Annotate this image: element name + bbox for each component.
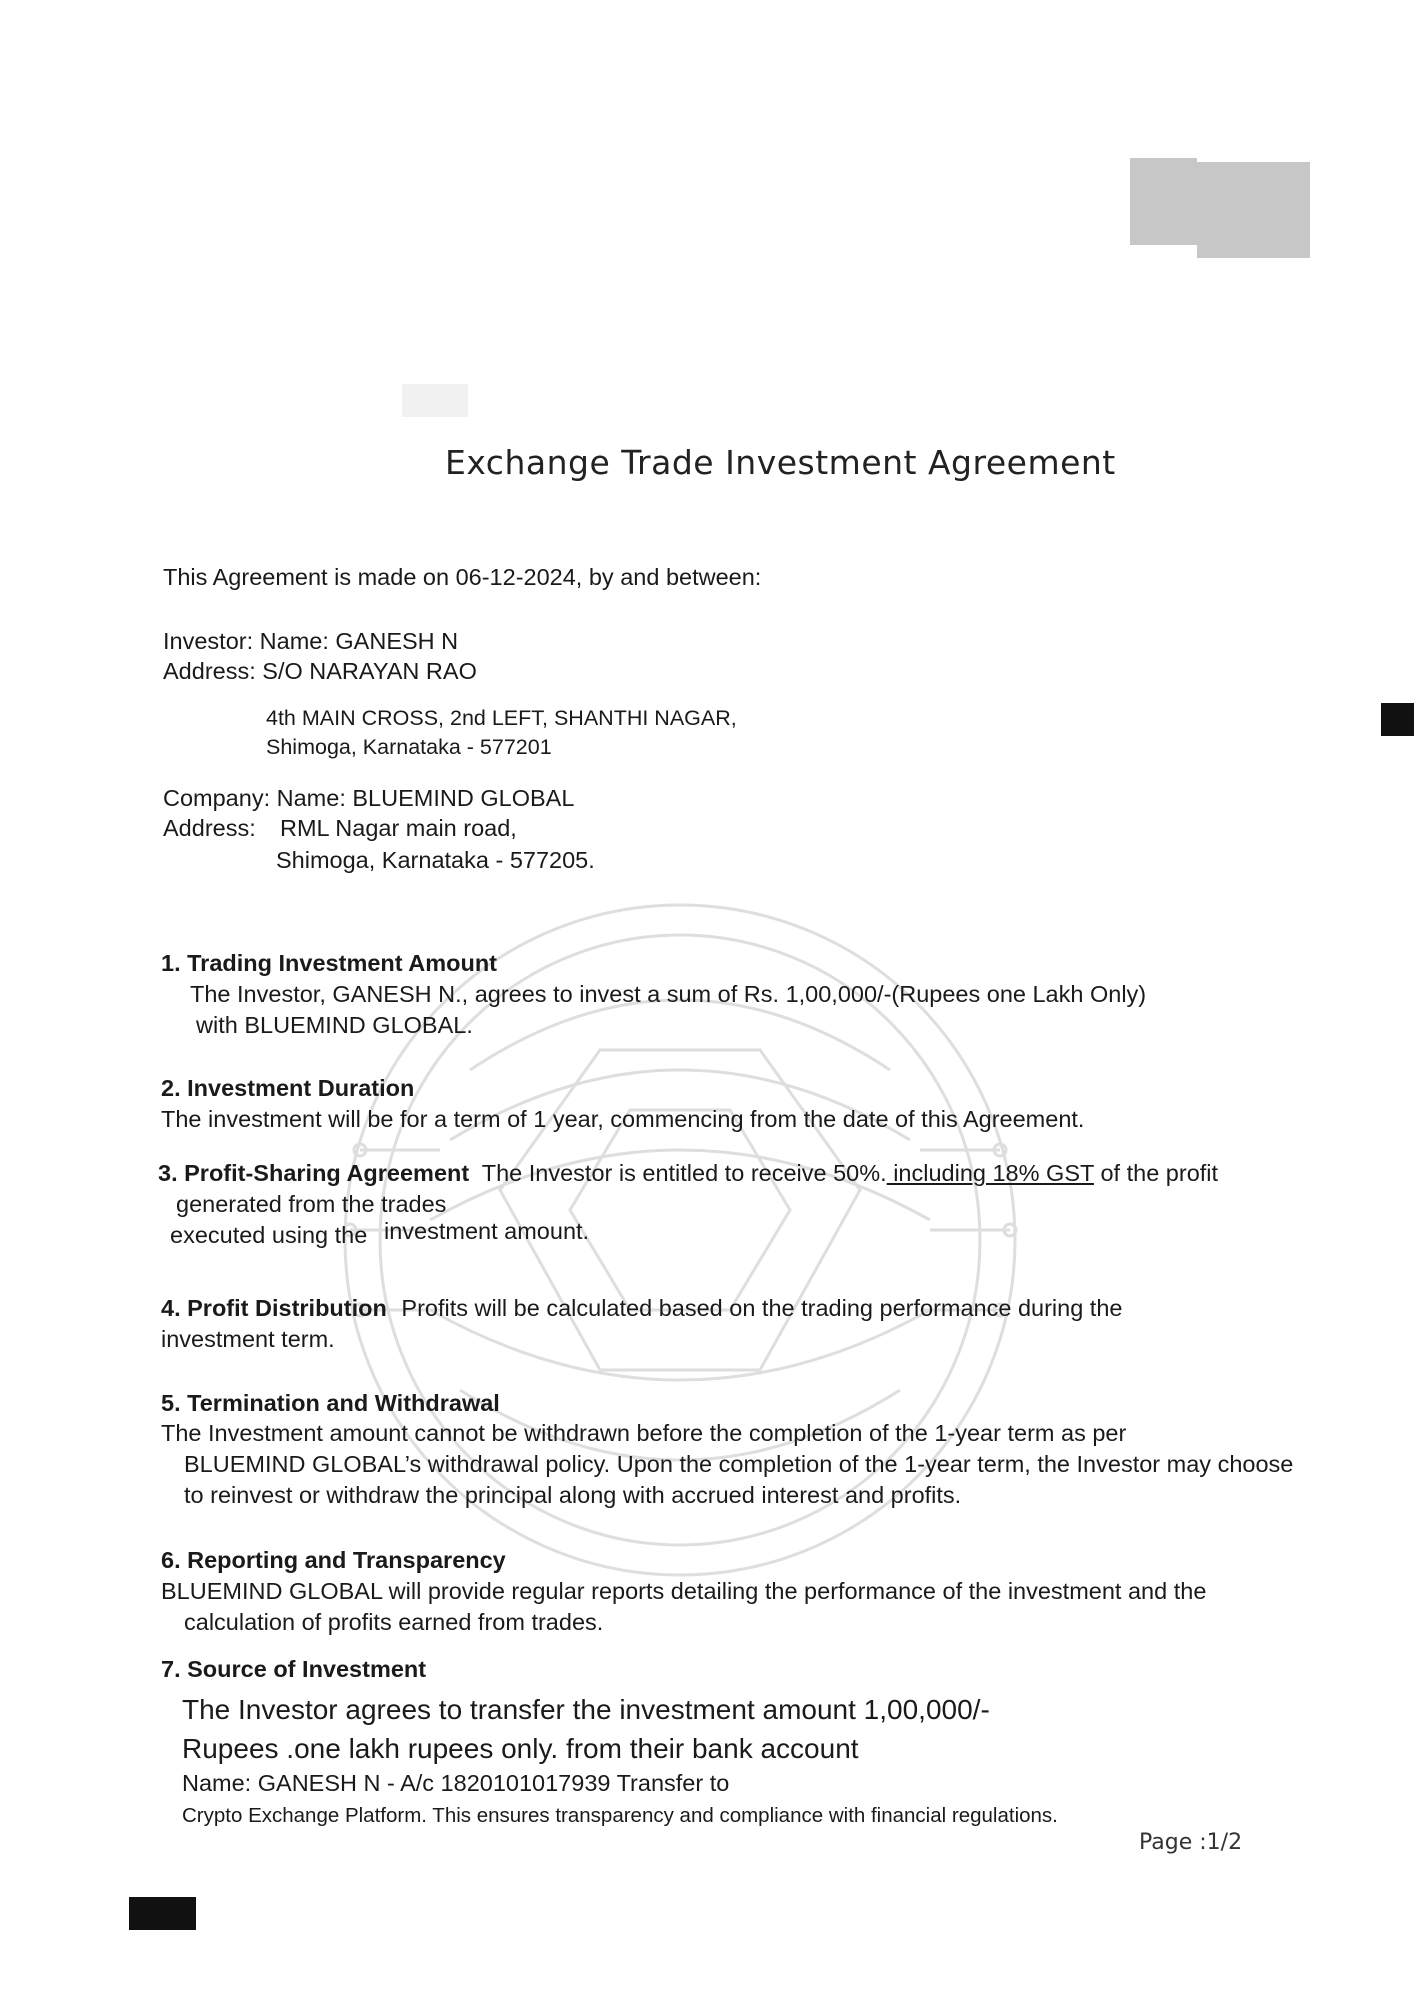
section-6-text: calculation of profits earned from trades. (184, 1609, 604, 1635)
section-3-heading: 3. Profit-Sharing Agreement (158, 1160, 470, 1186)
investor-address-3: Shimoga, Karnataka - 577201 (266, 735, 552, 759)
section-6-text: BLUEMIND GLOBAL will provide regular reports detailing the performance of the investment and the (161, 1578, 1207, 1604)
investor-name: Investor: Name: GANESH N (163, 628, 459, 654)
section-1-text: The Investor, GANESH N., agrees to invest a sum of Rs. 1,00,000/-(Rupees one Lakh Only) (190, 981, 1147, 1007)
section-7-text: Crypto Exchange Platform. This ensures transparency and compliance with financial regulations. (182, 1804, 1058, 1827)
section-3-line (158, 1158, 1218, 1189)
redaction-block (1130, 158, 1197, 245)
section-5-heading: 5. Termination and Withdrawal (161, 1390, 500, 1416)
section-7-heading: 7. Source of Investment (161, 1656, 427, 1682)
section-1-heading: 1. Trading Investment Amount (161, 950, 497, 976)
section-7-text: The Investor agrees to transfer the investment amount 1,00,000/- (182, 1694, 990, 1725)
section-4-text: Profits will be calculated based on the trading performance during the (401, 1295, 1123, 1321)
section-3-text: generated from the trades (176, 1191, 447, 1217)
company-address-2: Shimoga, Karnataka - 577205. (276, 847, 595, 873)
section-4-heading: 4. Profit Distribution (161, 1295, 387, 1321)
gst-note: including 18% GST (886, 1160, 1094, 1186)
redaction-block-light (402, 384, 468, 417)
company-name: Company: Name: BLUEMIND GLOBAL (163, 785, 575, 811)
section-2-text: The investment will be for a term of 1 year, commencing from the date of this Agreement. (161, 1106, 1085, 1132)
section-5-text: to reinvest or withdraw the principal along with accrued interest and profits. (184, 1482, 962, 1508)
page-number: Page :1/2 (1139, 1830, 1243, 1855)
redaction-block-dark (1381, 703, 1414, 736)
section-1-text: with BLUEMIND GLOBAL. (196, 1012, 473, 1038)
redaction-block (1197, 162, 1310, 258)
section-3-text: investment amount. (384, 1218, 590, 1244)
section-7-text: Rupees .one lakh rupees only. from their bank account (182, 1733, 859, 1764)
investor-address: Address: S/O NARAYAN RAO (163, 658, 477, 684)
section-5-text: The Investment amount cannot be withdrawn before the completion of the 1-year term as per (161, 1420, 1127, 1446)
section-5-text: BLUEMIND GLOBAL’s withdrawal policy. Upon the completion of the 1-year term, the Investor may choose (184, 1451, 1294, 1477)
section-3-text: executed using the (170, 1222, 368, 1248)
section-7-text: Name: GANESH N - A/c 1820101017939 Transfer to (182, 1770, 730, 1796)
document-title: Exchange Trade Investment Agreement (445, 443, 1116, 482)
section-6-heading: 6. Reporting and Transparency (161, 1547, 506, 1573)
company-address-label: Address: (163, 815, 256, 841)
redaction-block-dark (129, 1897, 196, 1930)
investor-address-2: 4th MAIN CROSS, 2nd LEFT, SHANTHI NAGAR, (266, 706, 737, 730)
section-2-heading: 2. Investment Duration (161, 1075, 415, 1101)
intro-text: This Agreement is made on 06-12-2024, by and between: (163, 564, 762, 590)
section-3-text: The Investor is entitled to receive 50%. including 18% GST of the profit (481, 1160, 1219, 1186)
company-address-1: RML Nagar main road, (280, 815, 517, 841)
section-4-text: investment term. (161, 1326, 335, 1352)
section-4-line (161, 1293, 1122, 1324)
